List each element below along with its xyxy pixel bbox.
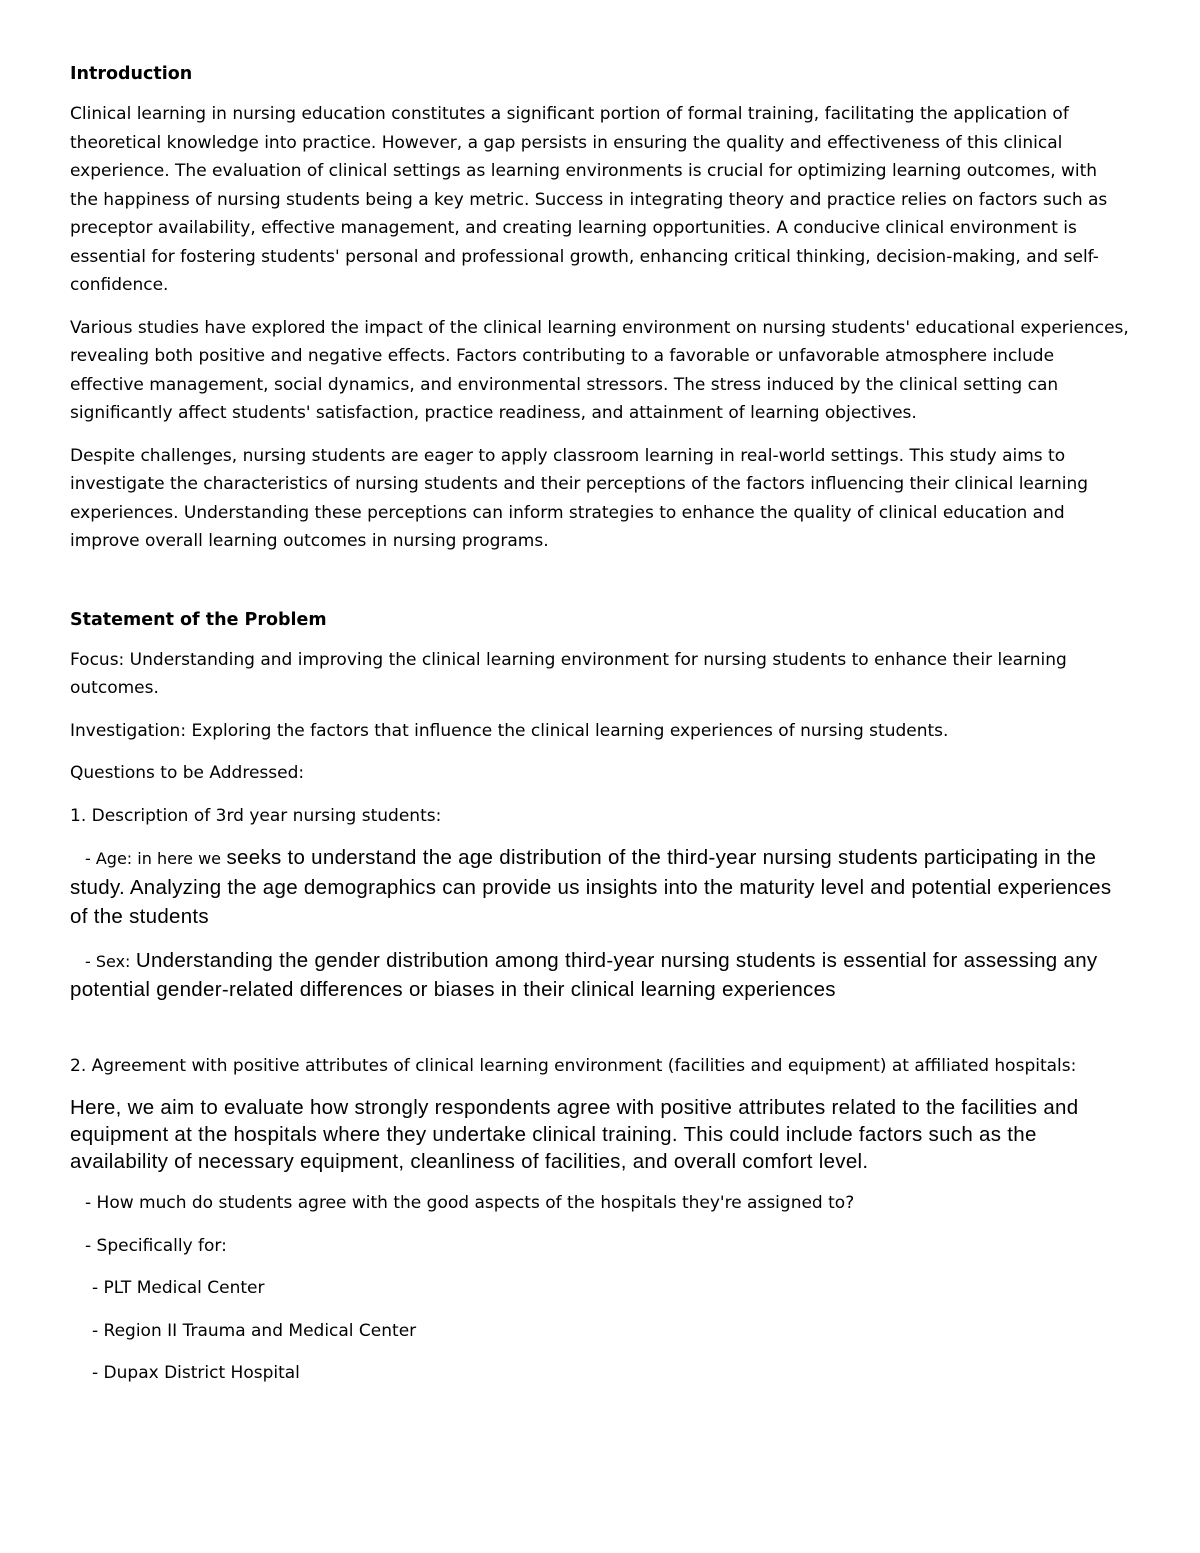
- question-2-description: Here, we aim to evaluate how strongly respondents agree with positive attributes related to the facilities and equipment at the hospitals where they undertake clinical training. This could include factors such as the availability of necessary equipment, cleanliness of facilities, and overall comfort level.: [70, 1096, 1079, 1173]
- problem-heading: Statement of the Problem: [70, 609, 327, 630]
- intro-paragraph-2: Various studies have explored the impact of the clinical learning environment on nursing students' educational experiences, revealing both positive and negative effects. Factors contributing to a favorable or unfavorable atmosphere include effective management, social dynamics, and environmental stressors. The stress induced by the clinical setting can significantly affect students' satisfaction, practice readiness, and attainment of learning objectives.: [70, 317, 1129, 423]
- hospital-item: - Dupax District Hospital: [92, 1363, 300, 1383]
- age-item: [70, 844, 1130, 933]
- age-label: - Age: in here we: [85, 849, 222, 868]
- sex-text: Understanding the gender distribution among third-year nursing students is essential for assessing any potential gender-related differences or biases in their clinical learning experiences: [70, 948, 1098, 1001]
- investigation-text: Investigation: Exploring the factors that influence the clinical learning experiences of nursing students.: [70, 720, 949, 741]
- intro-paragraph-1: Clinical learning in nursing education constitutes a significant portion of formal training, facilitating the application of theoretical knowledge into practice. However, a gap persists in ensuring the quality and effectiveness of this clinical experience. The evaluation of clinical settings as learning environments is crucial for optimizing learning outcomes, with the happiness of nursing students being a key metric. Success in integrating theory and practice relies on factors such as preceptor availability, effective management, and creating learning opportunities. A conducive clinical environment is essential for fostering students' personal and professional growth, enhancing critical thinking, decision-making, and self-confidence.: [70, 104, 1108, 295]
- sex-label: - Sex:: [85, 951, 131, 971]
- hospital-item: - Region II Trauma and Medical Center: [92, 1320, 417, 1341]
- sex-item: [70, 947, 1130, 1006]
- question-2-title: 2. Agreement with positive attributes of clinical learning environment (facilities and equipment) at affiliated hospitals:: [70, 1055, 1077, 1076]
- question-2-query: - How much do students agree with the good aspects of the hospitals they're assigned to?: [85, 1193, 855, 1213]
- age-text: seeks to understand the age distribution of the third-year nursing students participating in the study. Analyzing the age demographics can provide us insights into the maturity level and potential experiences of the students: [70, 846, 1112, 928]
- introduction-heading: Introduction: [70, 64, 193, 84]
- focus-text: Focus: Understanding and improving the clinical learning environment for nursing students to enhance their learning outcomes.: [70, 649, 1067, 698]
- questions-label: Questions to be Addressed:: [70, 763, 305, 783]
- hospital-item: - PLT Medical Center: [92, 1278, 265, 1298]
- document-page: [70, 60, 1130, 1402]
- question-1-title: 1. Description of 3rd year nursing students:: [70, 805, 442, 826]
- intro-paragraph-3: Despite challenges, nursing students are eager to apply classroom learning in real-world settings. This study aims to investigate the characteristics of nursing students and their perceptions of the factors influencing their clinical learning experiences. Understanding these perceptions can inform strategies to enhance the quality of clinical education and improve overall learning outcomes in nursing programs.: [70, 445, 1089, 551]
- specifically-label: - Specifically for:: [85, 1235, 227, 1256]
